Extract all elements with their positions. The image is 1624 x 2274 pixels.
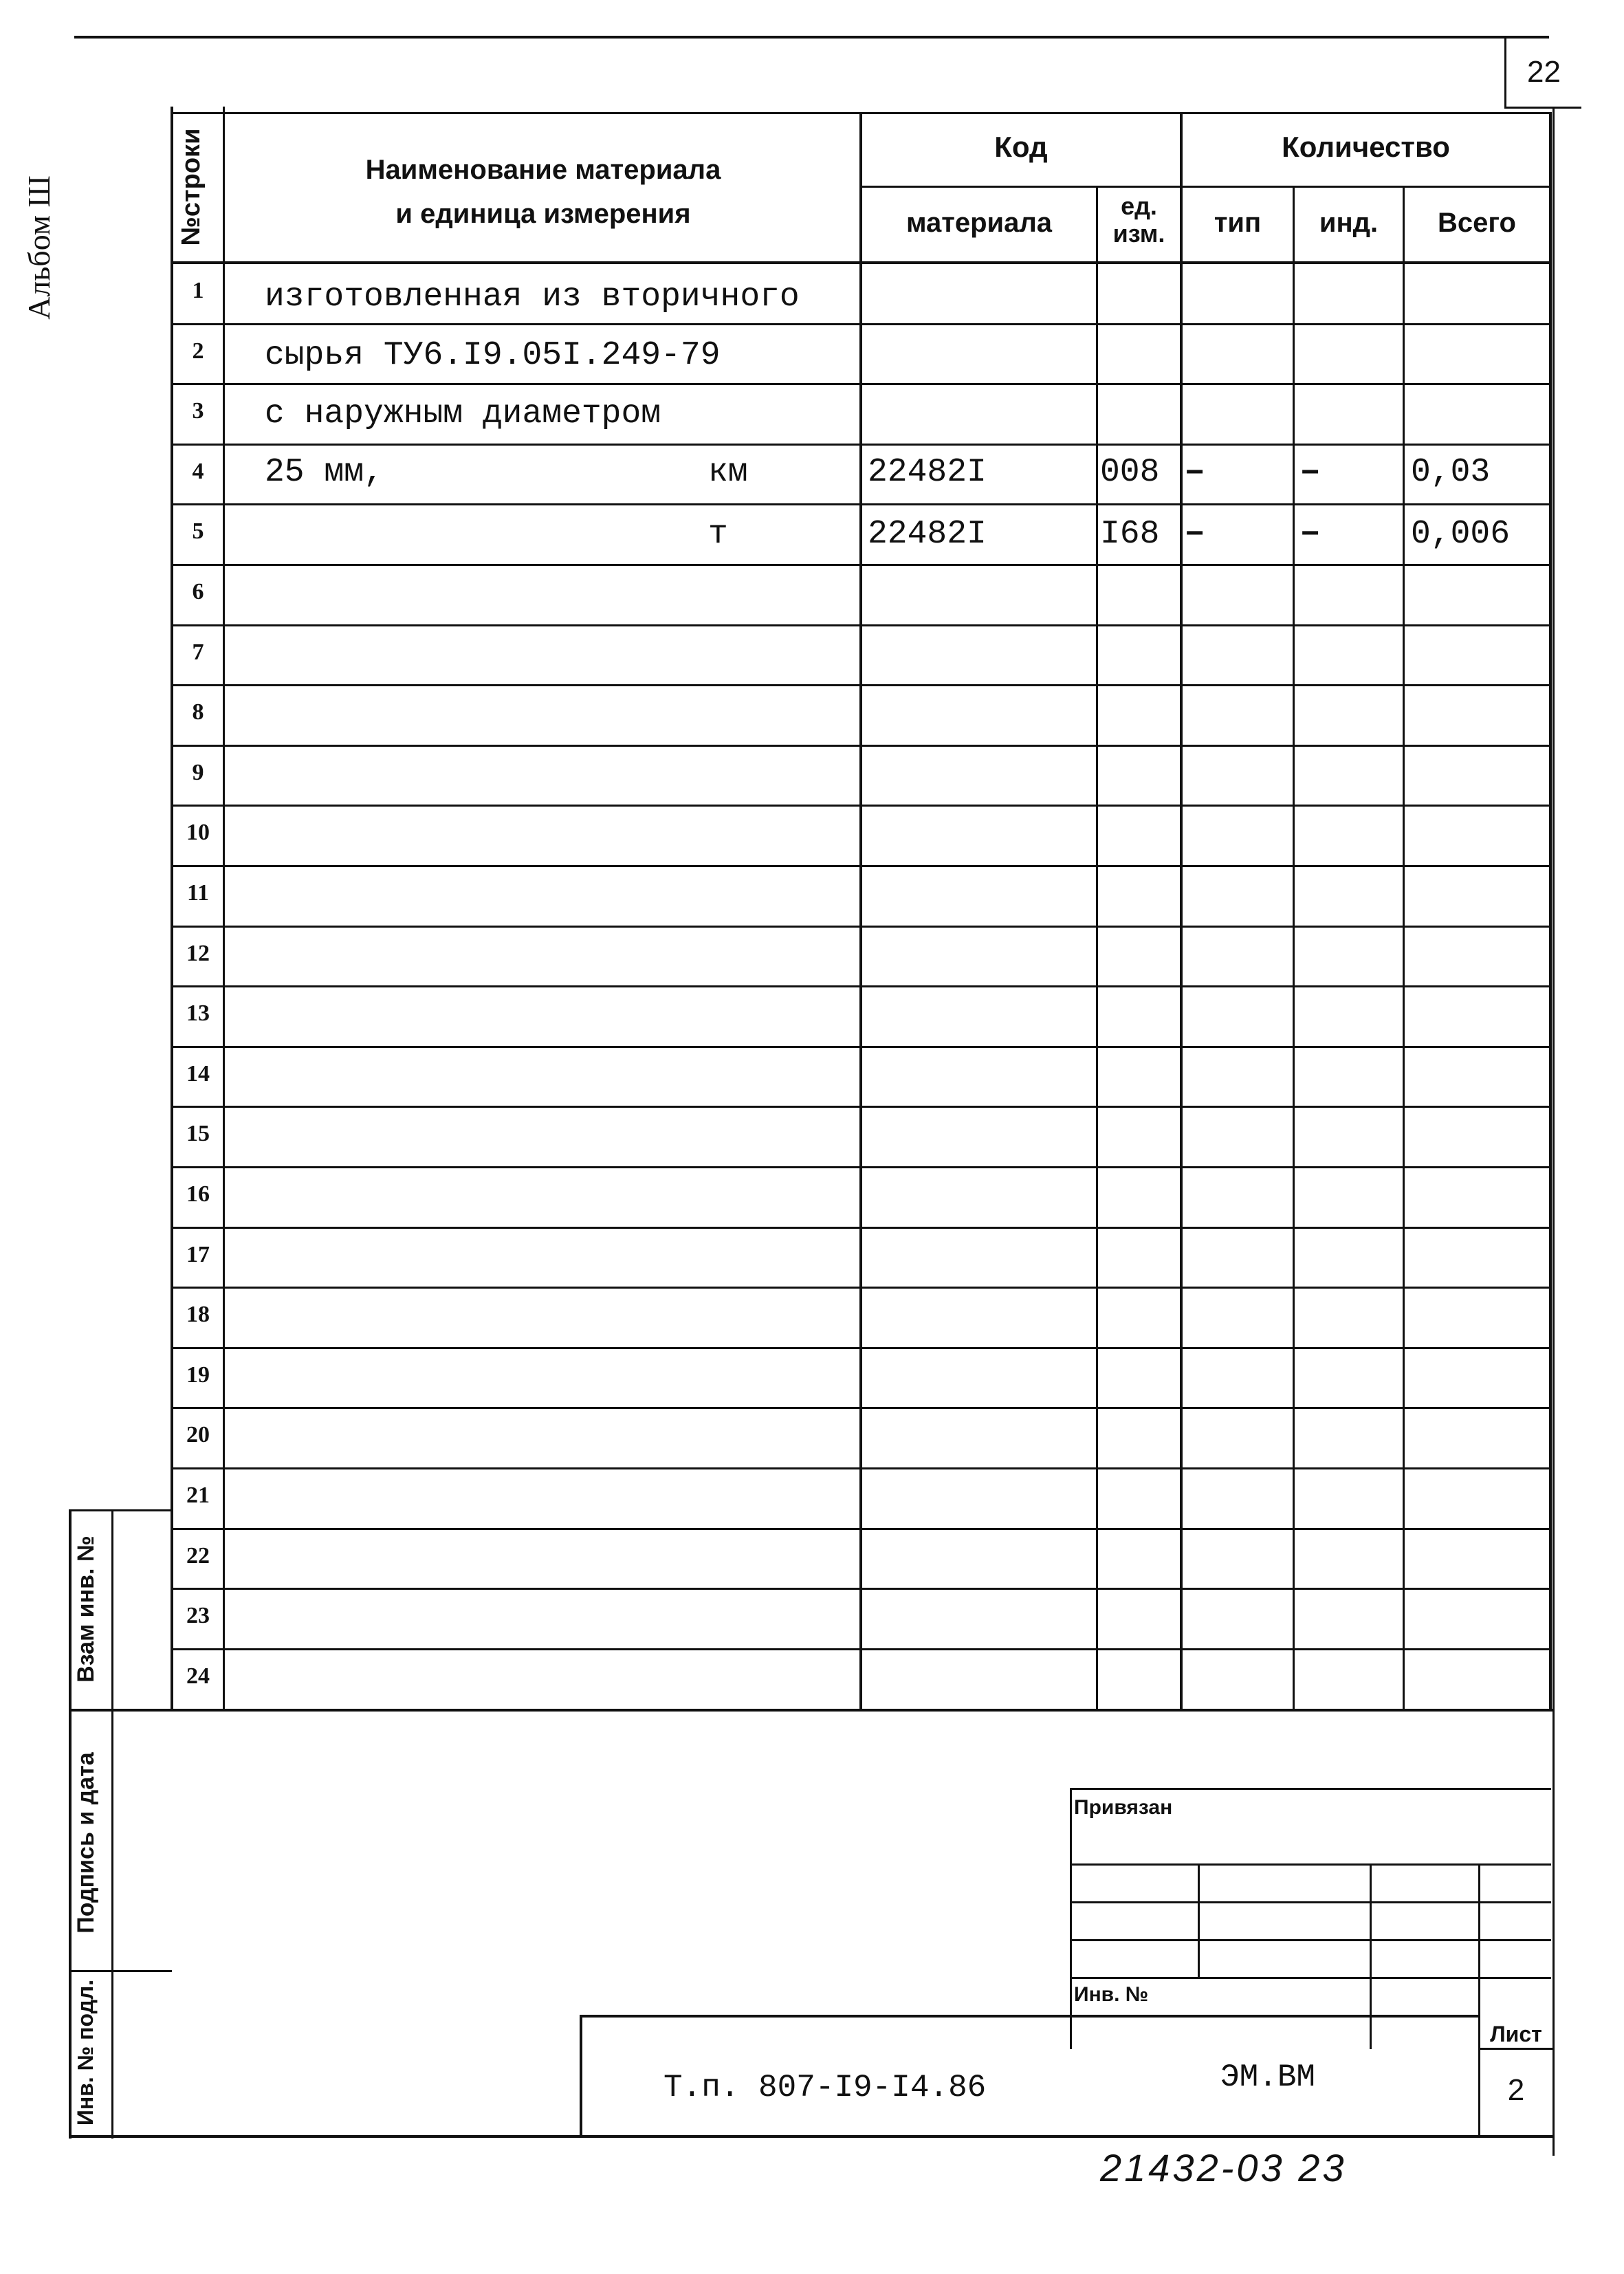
row-number: 17 bbox=[186, 1242, 210, 1267]
row-number: 6 bbox=[192, 579, 204, 604]
stamp-inv-podl: Инв. № подл. bbox=[73, 1979, 98, 2126]
header-quantity: Количество bbox=[1282, 131, 1450, 163]
row-line bbox=[171, 1588, 1552, 1590]
tb-col-2 bbox=[1370, 1863, 1372, 2049]
row-line bbox=[171, 1166, 1552, 1168]
tb-top-line bbox=[1070, 1788, 1551, 1790]
row-number: 9 bbox=[192, 760, 204, 785]
row-line bbox=[171, 684, 1552, 686]
material-col-divider bbox=[1096, 187, 1098, 1709]
row-number: 7 bbox=[192, 639, 204, 665]
corner-box-bottom bbox=[1504, 107, 1581, 109]
row-4-name: 25 мм, bbox=[265, 454, 384, 491]
row-number: 15 bbox=[186, 1121, 210, 1146]
header-unit: ед. изм. bbox=[1112, 192, 1165, 248]
row-line bbox=[171, 444, 1552, 446]
row-number: 1 bbox=[192, 278, 204, 303]
row-number: 8 bbox=[192, 699, 204, 725]
row-line bbox=[171, 564, 1552, 566]
header-bottom-line bbox=[171, 261, 1552, 264]
row-number: 2 bbox=[192, 338, 204, 364]
header-name: Наименование материала и единица измерения bbox=[365, 155, 721, 229]
header-ind: инд. bbox=[1319, 208, 1379, 238]
row-line bbox=[171, 985, 1552, 987]
row-1-name: изготовленная из вторичного bbox=[265, 278, 800, 316]
row-line bbox=[171, 1287, 1552, 1289]
row-number: 11 bbox=[186, 880, 210, 906]
row-line bbox=[171, 624, 1552, 626]
row-4-material-code: 22482I bbox=[868, 454, 987, 491]
table-right-border bbox=[1549, 113, 1552, 1709]
row-line bbox=[171, 1046, 1552, 1048]
row-4-type: – bbox=[1184, 451, 1206, 492]
row-line bbox=[171, 383, 1552, 385]
tb-list-no: 2 bbox=[1507, 2073, 1525, 2107]
row-line bbox=[171, 865, 1552, 867]
tb-list-divider bbox=[1478, 2048, 1552, 2050]
row-line bbox=[171, 745, 1552, 747]
handwritten-note: 21432-03 23 bbox=[1100, 2146, 1347, 2189]
header-middle-line bbox=[859, 186, 1552, 188]
row-line bbox=[171, 1227, 1552, 1229]
row-line bbox=[171, 1648, 1552, 1650]
row-number: 19 bbox=[186, 1362, 210, 1388]
row-5-unit-code: I68 bbox=[1100, 516, 1160, 553]
row-number: 24 bbox=[186, 1663, 210, 1689]
row-number: 20 bbox=[186, 1422, 210, 1447]
stamp-inner-divider bbox=[111, 1509, 113, 2139]
row-5-unit-name: т bbox=[708, 516, 728, 553]
type-col-divider bbox=[1293, 187, 1295, 1709]
stamp-left-border bbox=[69, 1509, 72, 2139]
corner-box-divider bbox=[1504, 36, 1506, 108]
row-number: 14 bbox=[186, 1061, 210, 1086]
row-number: 16 bbox=[186, 1181, 210, 1207]
row-line bbox=[171, 1106, 1552, 1108]
row-4-ind: – bbox=[1299, 451, 1321, 492]
row-number: 18 bbox=[186, 1302, 210, 1327]
header-top-line bbox=[171, 112, 1552, 114]
tb-col-3 bbox=[1478, 1863, 1480, 2135]
row-5-total: 0,006 bbox=[1411, 516, 1511, 553]
name-col-divider bbox=[859, 113, 862, 1709]
tb-designation: Т.п. 807-I9-I4.86 bbox=[663, 2070, 987, 2106]
row-2-name: сырья ТУ6.I9.05I.249-79 bbox=[265, 337, 721, 374]
tb-inv-no: Инв. № bbox=[1074, 1983, 1149, 2006]
tb-list-label: Лист bbox=[1490, 2022, 1542, 2046]
row-number: 5 bbox=[192, 518, 204, 544]
stamp-podpis-data: Подпись и дата bbox=[73, 1752, 99, 1934]
row-number: 12 bbox=[186, 941, 210, 966]
row-line bbox=[171, 1467, 1552, 1469]
header-total: Всего bbox=[1438, 208, 1516, 238]
row-number: 3 bbox=[192, 398, 204, 424]
header-row-number: №строки bbox=[177, 128, 206, 246]
row-line bbox=[171, 323, 1552, 325]
row-4-total: 0,03 bbox=[1411, 454, 1491, 491]
row-3-name: с наружным диаметром bbox=[265, 395, 661, 433]
row-5-material-code: 22482I bbox=[868, 516, 987, 553]
tb-privyazan: Привязан bbox=[1074, 1796, 1173, 1819]
row-line bbox=[171, 926, 1552, 928]
row-line bbox=[171, 503, 1552, 505]
table-bottom-line bbox=[69, 1709, 1554, 1712]
tb-doc-code: ЭМ.ВМ bbox=[1220, 2059, 1316, 2095]
stamp-top-line bbox=[69, 1509, 172, 1511]
row-number: 22 bbox=[186, 1543, 210, 1568]
row-number: 21 bbox=[186, 1483, 210, 1508]
row-number: 10 bbox=[186, 820, 210, 845]
row-5-type: – bbox=[1184, 512, 1206, 553]
row-4-unit-code: 008 bbox=[1100, 454, 1160, 491]
header-code: Код bbox=[994, 131, 1048, 163]
row-number: 13 bbox=[186, 1001, 210, 1026]
sheet-corner-number: 22 bbox=[1527, 55, 1561, 89]
row-4-unit-name: км bbox=[708, 454, 748, 491]
row-line bbox=[171, 1347, 1552, 1349]
top-border bbox=[74, 36, 1549, 39]
row-number: 4 bbox=[192, 459, 204, 484]
row-line bbox=[171, 1528, 1552, 1530]
ind-col-divider bbox=[1403, 187, 1405, 1709]
tb-main-top bbox=[580, 2015, 1480, 2018]
code-qty-divider bbox=[1180, 113, 1183, 1709]
row-number: 23 bbox=[186, 1603, 210, 1628]
row-5-ind: – bbox=[1299, 512, 1321, 553]
header-type: тип bbox=[1214, 208, 1262, 238]
stamp-vzam-inv: Взам инв. № bbox=[73, 1535, 99, 1683]
tb-left-border bbox=[1070, 1788, 1072, 2049]
tb-col-1 bbox=[1198, 1863, 1200, 1977]
tb-main-left bbox=[580, 2015, 582, 2137]
row-line bbox=[171, 1407, 1552, 1409]
header-material: материала bbox=[906, 208, 1053, 238]
album-label: Альбом Ш bbox=[21, 175, 56, 320]
row-line bbox=[171, 805, 1552, 807]
page-bottom-line bbox=[69, 2135, 1554, 2138]
outer-right-border bbox=[1552, 107, 1555, 2156]
